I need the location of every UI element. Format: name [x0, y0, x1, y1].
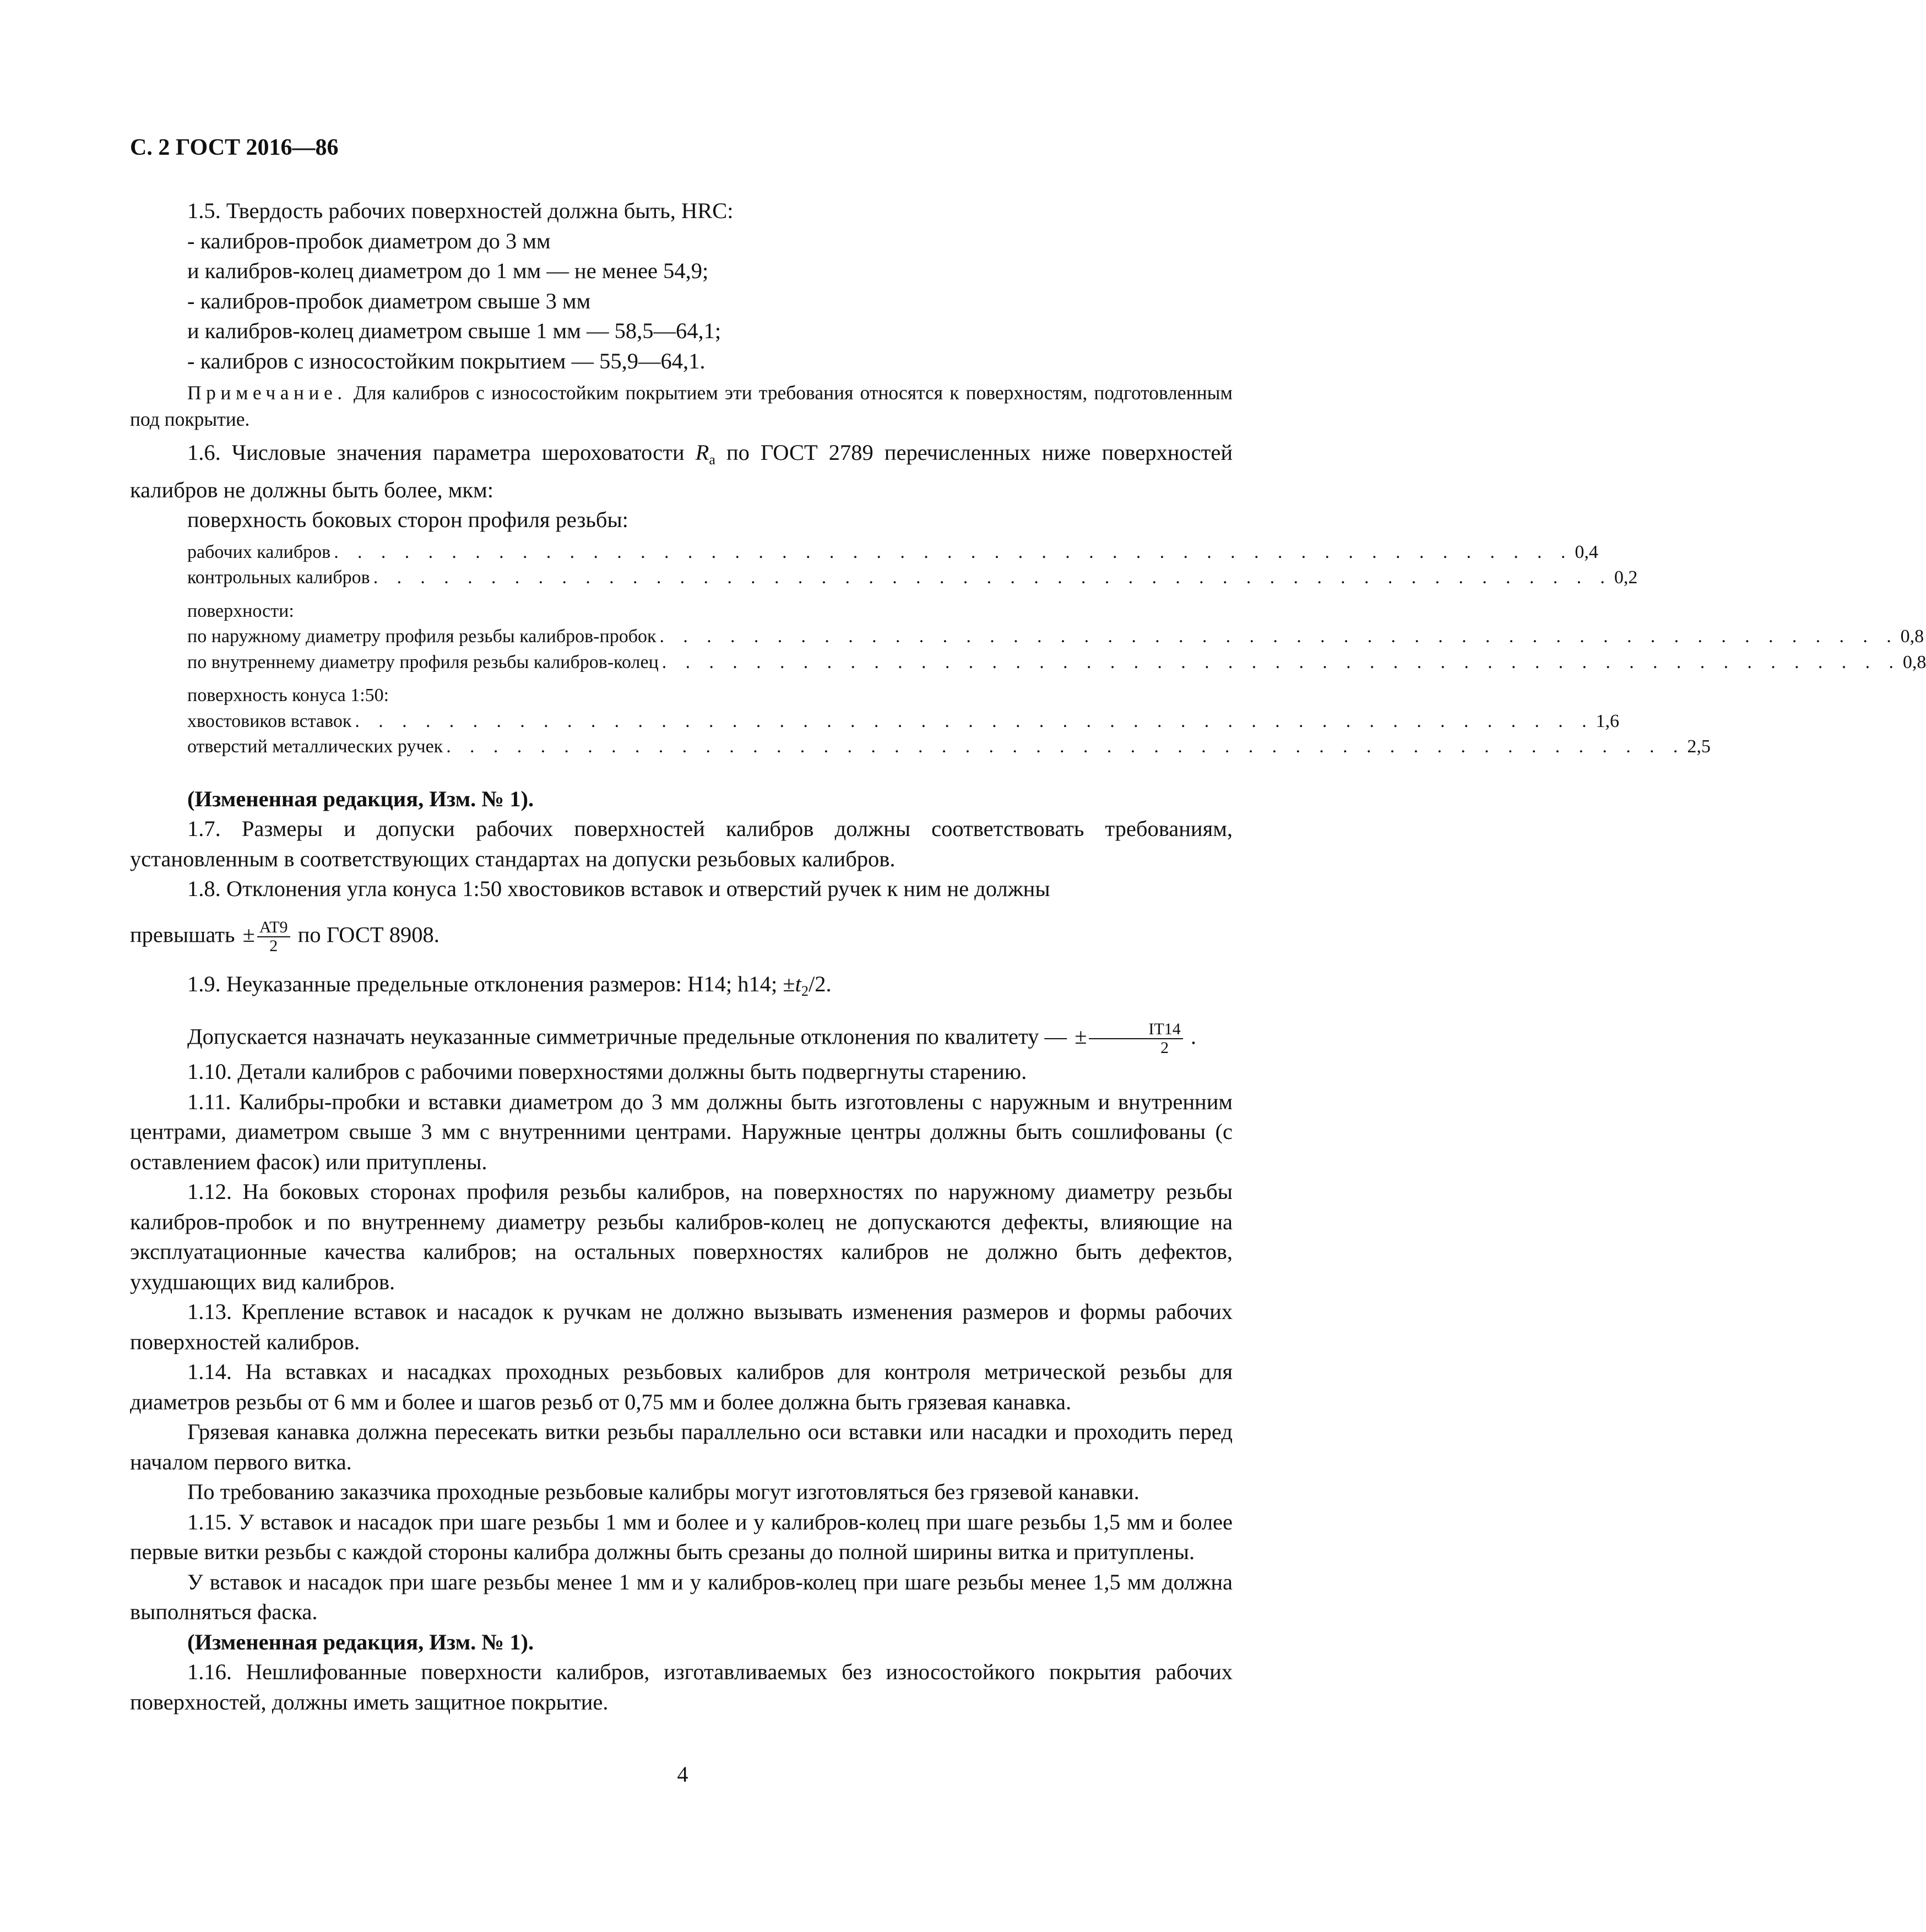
roughness-label: по внутреннему диаметру профиля резьбы калибров-колец: [187, 652, 659, 672]
roughness-label: хвостовиков вставок: [187, 710, 352, 731]
leader-dots: . . . . . . . . . . . . . . . . . . . . . . . . . . . . . . . . . . . . . . . . . . . . . . . . . . . . .: [334, 541, 1573, 562]
surfaces-title: поверхности:: [187, 600, 294, 621]
roughness-row: [187, 565, 1638, 591]
roughness-label: отверстий металлических ручек: [187, 736, 443, 757]
amendment-note: (Измененная редакция, Изм. № 1).: [187, 1629, 534, 1654]
t-subscript: 2: [801, 983, 809, 999]
leader-dots: . . . . . . . . . . . . . . . . . . . . . . . . . . . . . . . . . . . . . . . . . . . . . . . . . . . . .: [659, 626, 1898, 647]
section-1-9-line2-text: Допускается назначать неуказанные симметричные предельные отклонения по квалитету —: [187, 1024, 1073, 1049]
note-label: Примечание.: [187, 382, 347, 404]
section-1-13: 1.13. Крепление вставок и насадок к ручкам не должно вызывать изменения размеров и формы рабочих поверхностей калибров.: [130, 1299, 1233, 1354]
section-1-5-line: - калибров с износостойким покрытием — 55,9—64,1.: [187, 348, 706, 373]
leader-dots: . . . . . . . . . . . . . . . . . . . . . . . . . . . . . . . . . . . . . . . . . . . . . . . . . . . . .: [373, 567, 1612, 588]
section-1-5: [130, 196, 1233, 432]
section-1-5-line: - калибров-пробок диаметром свыше 3 мм: [187, 288, 591, 313]
roughness-value: 0,8: [1902, 652, 1926, 672]
section-1-9-line2-tail: .: [1185, 1024, 1196, 1049]
section-1-6-text-b: по ГОСТ 2789 перечисленных ниже поверхностей калибров не должны быть более, мкм:: [130, 440, 1233, 502]
section-1-5-title: 1.5. Твердость рабочих поверхностей должна быть, HRC:: [187, 198, 734, 223]
fraction-numerator: AT9: [257, 919, 290, 937]
note: [130, 379, 1233, 432]
ra-subscript: a: [709, 452, 715, 468]
plus-minus-symbol: ±: [242, 921, 255, 947]
roughness-value: 2,5: [1687, 736, 1711, 757]
roughness-value: 1,6: [1596, 710, 1620, 731]
section-1-12: 1.12. На боковых сторонах профиля резьбы калибров, на поверхностях по наружному диаметру резьбы калибров-пробок и по внутреннему диаметру резьбы калибров-колец не допускаются дефекты, влияющие на эксплуатационные качества калибров; на остальных поверхностях калибров не должно быть дефектов, ухудшающих вид калибров.: [130, 1179, 1233, 1294]
page-header: С. 2 ГОСТ 2016—86: [130, 135, 339, 160]
fraction-numerator: IT14: [1089, 1021, 1182, 1039]
section-1-7: 1.7. Размеры и допуски рабочих поверхностей калибров должны соответствовать требованиям, установленным в соответствующих стандартах на допуски резьбовых калибров.: [130, 816, 1233, 871]
roughness-value: 0,8: [1900, 626, 1924, 647]
section-1-14-b: Грязевая канавка должна пересекать витки резьбы параллельно оси вставки или насадки и проходить перед началом первого витка.: [130, 1419, 1233, 1474]
section-1-8-text: превышать: [130, 921, 241, 947]
section-1-15: 1.15. У вставок и насадок при шаге резьбы 1 мм и более и у калибров-колец при шаге резьбы 1,5 мм и более первые витки резьбы с каждой стороны калибра должны быть срезаны до полной ширины витка и притуплены.: [130, 1509, 1233, 1564]
ra-symbol: R: [695, 440, 709, 465]
plus-minus-symbol: ±: [1075, 1024, 1087, 1049]
section-1-8-line1: 1.8. Отклонения угла конуса 1:50 хвостовиков вставок и отверстий ручек к ним не должны: [187, 876, 1050, 901]
roughness-row: [187, 624, 1924, 650]
section-1-6-text-a: 1.6. Числовые значения параметра шероховатости: [187, 440, 696, 465]
roughness-row: [187, 540, 1598, 566]
fraction-it14: [1089, 1021, 1182, 1057]
roughness-label: контрольных калибров: [187, 567, 370, 588]
roughness-list: [130, 540, 1926, 760]
document-page: [130, 132, 1926, 1717]
roughness-row: [187, 709, 1620, 735]
section-1-5-line: и калибров-колец диаметром до 1 мм — не менее 54,9;: [187, 258, 709, 283]
side-surface-title: поверхность боковых сторон профиля резьбы:: [187, 507, 628, 532]
fraction-denominator: 2: [1160, 1039, 1169, 1057]
cone-title: поверхность конуса 1:50:: [187, 685, 389, 705]
section-1-14-c: По требованию заказчика проходные резьбовые калибры могут изготовляться без грязевой канавки.: [187, 1479, 1140, 1504]
roughness-label: рабочих калибров: [187, 541, 331, 562]
roughness-row: [187, 734, 1711, 760]
leader-dots: . . . . . . . . . . . . . . . . . . . . . . . . . . . . . . . . . . . . . . . . . . . . . . . . . . . . .: [661, 652, 1901, 672]
section-1-5-line: - калибров-пробок диаметром до 3 мм: [187, 228, 551, 253]
roughness-value: 0,2: [1614, 567, 1638, 588]
section-1-9-text: 1.9. Неуказанные предельные отклонения размеров: H14; h14; ±: [187, 971, 795, 996]
section-1-6: [130, 438, 1926, 760]
section-1-8-line2: [130, 919, 1233, 955]
section-1-10: 1.10. Детали калибров с рабочими поверхностями должны быть подвергнуты старению.: [187, 1059, 1027, 1084]
section-1-16: 1.16. Нешлифованные поверхности калибров, изготавливаемых без износостойкого покрытия рабочих поверхностей, должны иметь защитное покрытие.: [130, 1659, 1233, 1714]
section-1-9: [130, 969, 1233, 1007]
roughness-value: 0,4: [1575, 541, 1598, 562]
fraction-at9: [257, 919, 290, 955]
t-symbol: t: [795, 971, 801, 996]
leader-dots: . . . . . . . . . . . . . . . . . . . . . . . . . . . . . . . . . . . . . . . . . . . . . . . . . . . . .: [355, 710, 1594, 731]
section-1-6-text: [130, 438, 1233, 505]
section-1-9-tail: /2.: [808, 971, 832, 996]
section-1-8-ref: по ГОСТ 8908.: [292, 921, 440, 947]
section-1-5-line: и калибров-колец диаметром свыше 1 мм — 58,5—64,1;: [187, 318, 721, 343]
note-text: Для калибров с износостойким покрытием эти требования относятся к поверхностям, подготовленным под покрытие.: [130, 382, 1233, 430]
section-1-9-line2: [130, 1021, 1233, 1057]
section-1-15-b: У вставок и насадок при шаге резьбы менее 1 мм и у калибров-колец при шаге резьбы менее 1,5 мм должна выполняться фаска.: [130, 1569, 1233, 1624]
fraction-denominator: 2: [269, 936, 278, 955]
leader-dots: . . . . . . . . . . . . . . . . . . . . . . . . . . . . . . . . . . . . . . . . . . . . . . . . . . . . .: [446, 736, 1685, 757]
roughness-label: по наружному диаметру профиля резьбы калибров-пробок: [187, 626, 657, 647]
section-1-14: 1.14. На вставках и насадках проходных резьбовых калибров для контроля метрической резьбы для диаметров резьбы от 6 мм и более и шагов резьб от 0,75 мм и более должна быть грязевая канавка.: [130, 1359, 1233, 1414]
amendment-note: (Измененная редакция, Изм. № 1).: [187, 786, 534, 811]
page-number: 4: [677, 1762, 688, 1787]
section-1-11: 1.11. Калибры-пробки и вставки диаметром до 3 мм должны быть изготовлены с наружным и внутренним центрами, диаметром свыше 3 мм с внутренними центрами. Наружные центры должны быть сошлифованы (с оставлением фасок) или притуплены.: [130, 1089, 1233, 1174]
roughness-row: [187, 650, 1926, 676]
